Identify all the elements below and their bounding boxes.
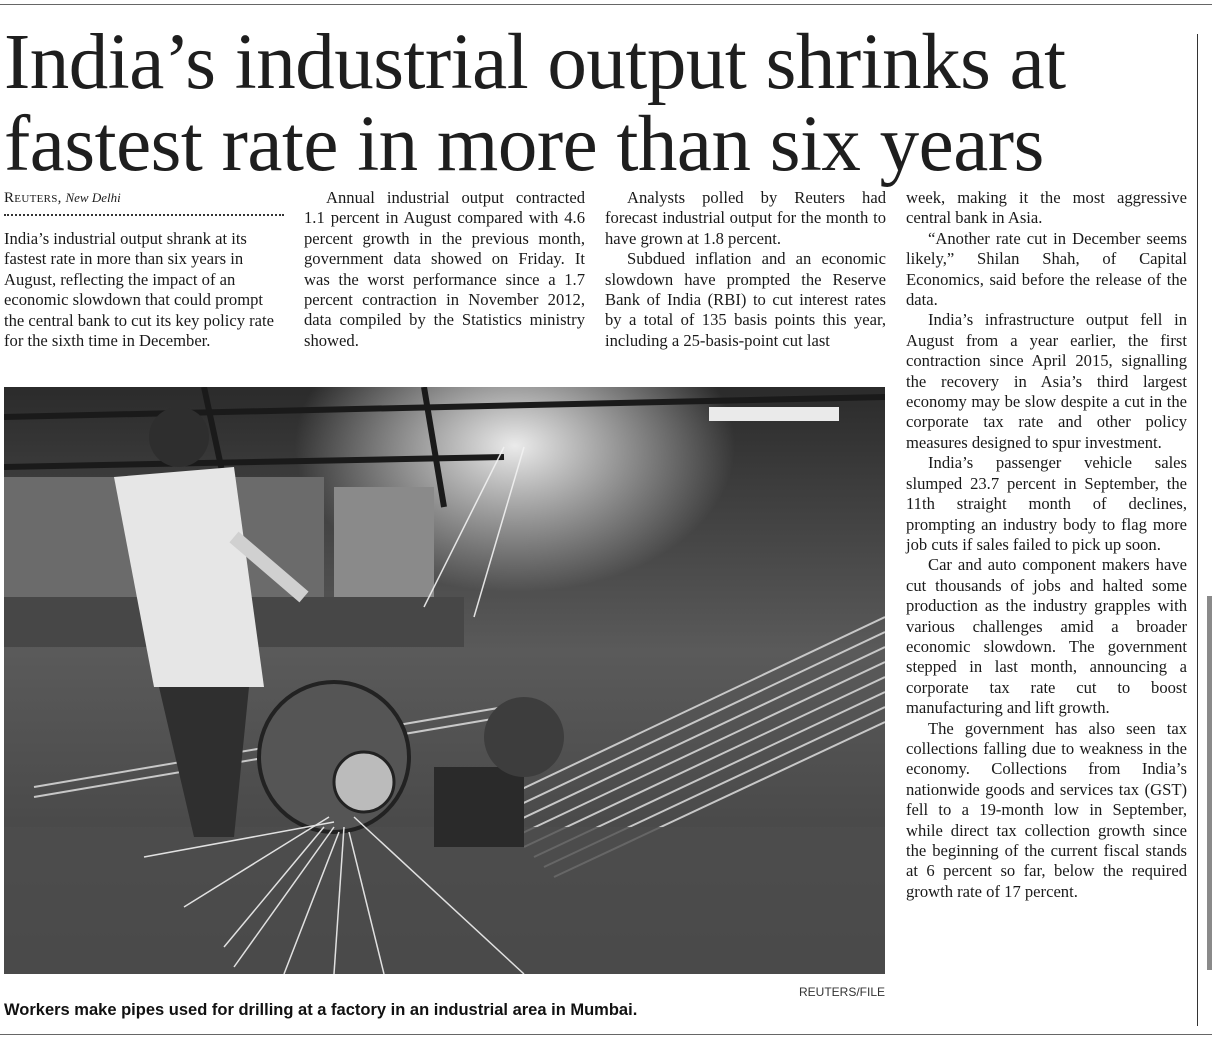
byline-agency: Reuters, (4, 190, 62, 206)
lead-paragraph (4, 229, 285, 351)
adjacent-story-photo-edge (1207, 596, 1212, 970)
body-paragraph: Subdued inflation and an economic slowdown have prompted the Reserve Bank of India (RBI) to cut interest rates by a total of 135 basis points this year, including a 25-basis-point cut last (605, 249, 886, 350)
body-column-3 (906, 188, 1187, 902)
body-paragraph: Car and auto component makers have cut thousands of jobs and halted some production as the industry grapples with various challenges amid a broader economic slowdown. The government stepped in last month, announcing a corporate tax rate cut to boost manufacturing and lift growth. (906, 555, 1187, 718)
body-paragraph: “Another rate cut in December seems likely,” Shilan Shah, of Capital Economics, said before the release of the data. (906, 228, 1187, 310)
body-paragraph: Analysts polled by Reuters had forecast industrial output for the month to have grown at 1.8 percent. (605, 188, 886, 248)
factory-photo (4, 387, 885, 974)
body-paragraph: India’s passenger vehicle sales slumped 23.7 percent in September, the 11th straight month of declines, prompting an industry body to flag more job cuts if sales failed to pick up soon. (906, 453, 1187, 554)
column-divider (1197, 34, 1198, 1026)
body-column-1 (304, 188, 585, 351)
bottom-rule (0, 1034, 1212, 1035)
top-rule (0, 4, 1212, 5)
photo-credit: REUTERS/FILE (798, 985, 885, 999)
body-paragraph: Annual industrial output contracted 1.1 percent in August compared with 4.6 percent growth in the previous month, government data showed on Friday. It was the worst performance since a 1.7 percent contraction in November 2012, data compiled by the Statistics ministry showed. (304, 188, 585, 350)
headline: India’s industrial output shrinks at fastest rate in more than six years (4, 19, 1066, 188)
byline (4, 189, 284, 207)
dotted-rule (4, 214, 284, 216)
body-paragraph: India’s infrastructure output fell in August from a year earlier, the first contraction since April 2015, signalling the recovery in Asia’s third largest economy may be slow despite a cut in the corporate tax rate and other policy measures designed to spur investment. (906, 310, 1187, 452)
byline-place: New Delhi (65, 190, 121, 205)
body-paragraph: The government has also seen tax collections falling due to weakness in the economy. Collections from India’s nationwide goods and services tax (GST) fell to a 19-month low in September, while direct tax collection growth since the beginning of the current fiscal stands at 6 percent so far, below the required growth rate of 17 percent. (906, 718, 1187, 901)
body-column-2 (605, 188, 886, 351)
body-paragraph: week, making it the most aggressive central bank in Asia. (906, 188, 1187, 228)
photo-caption: Workers make pipes used for drilling at a factory in an industrial area in Mumbai. (4, 1001, 638, 1019)
factory-photo-illustration (4, 387, 885, 974)
lead-text: India’s industrial output shrank at its fastest rate in more than six years in August, reflecting the impact of an economic slowdown that could prompt the central bank to cut its key policy rate for the sixth time in December. (4, 229, 275, 351)
